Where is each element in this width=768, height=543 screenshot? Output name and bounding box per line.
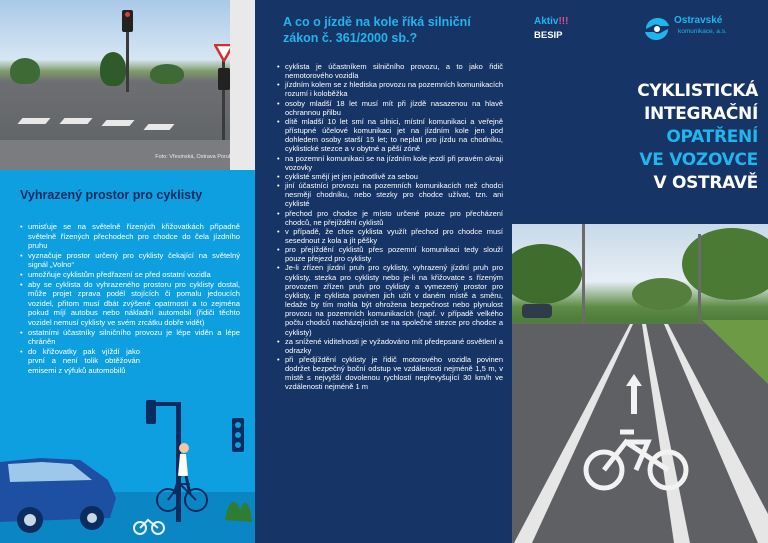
- list-item: • v případě, že chce cyklista využít přechod pro chodce musí sesednout z kola a jít pěšky: [277, 227, 503, 245]
- list-item: • při předjíždění cyklisty je řidič motorového vozidla povinen dodržet bezpečný boční odstup ve vzdálenosti nejméně 1,5 m, v místě s nejvyšší dovolenou rychlostí nepřevyšující 30 km/h ve vzdálenosti nejméně 1 m: [277, 355, 503, 392]
- crosswalk-stripe: [59, 118, 92, 124]
- bike-box-illustration: [0, 400, 255, 543]
- list-item: • jízdním kolem se z hlediska provozu na pozemních komunikacích rozumí i koloběžka: [277, 80, 503, 98]
- aktiv-text: Aktiv: [534, 16, 559, 27]
- crosswalk-stripe: [143, 124, 174, 130]
- list-item: • ostatními účastníky silničního provozu je lépe viděn a lépe chráněn: [20, 328, 240, 347]
- cover-line: CYKLISTICKÁ: [637, 81, 758, 101]
- list-item: • aby se cyklista do vyhrazeného prostoru pro cyklisty dostal, může projet zprava podél stojících či pomalu jedoucích vozidel, přitom musí dbát zvýšené opatrnosti a to zejména pokud míjí autobus nebo nákladní automobil (řidiči těchto vozidel nemusí cyklisty ve svém zrcátku dobře vidět): [20, 280, 240, 328]
- list-item: • jiní účastníci provozu na pozemních komunikacích než chodci nesmějí chodníku, nebo stezky pro chodce užívat, tzn. ani cyklisté: [277, 181, 503, 208]
- company-name: Ostravské: [674, 15, 723, 26]
- list-item: • pro přejíždění cyklistů přes pozemní komunikaci tedy slouží pouze přejezd pro cyklisty: [277, 245, 503, 263]
- cover-line: INTEGRAČNÍ: [644, 104, 758, 124]
- crosswalk-stripe: [17, 118, 50, 124]
- aktiv-bang: !!!: [558, 16, 569, 27]
- bike-lane-scene: [512, 224, 768, 543]
- list-item: • do křižovatky pak vjíždí jako první a není tolik obtěžován emisemi z výfuků automobilů: [20, 347, 140, 376]
- crosswalk-stripe: [101, 120, 134, 126]
- section-title: Vyhrazený prostor pro cyklisty: [20, 188, 203, 202]
- list-item: • umisťuje se na světelně řízených křižovatkách případně světelně řízených přechodech pro chodce do čela jízdního pruhu: [20, 222, 240, 251]
- traffic-law-list: [277, 62, 503, 392]
- list-item: • na pozemní komunikaci se na jízdním kole jezdí při pravém okraji vozovky: [277, 154, 503, 172]
- aktiv-logo: [534, 16, 568, 27]
- intersection-photo: [0, 0, 255, 170]
- list-item: • cyklisté smějí jet jen jednotlivě za sebou: [277, 172, 503, 181]
- list-item: • Je-li zřízen jízdní pruh pro cyklisty, vyhrazený jízdní pruh pro cyklisty, stezka pro cyklisty nebo je-li na křižovatce s řízeným provozem zřízen pruh pro cyklisty a vymezený prostor pro cyklisty, je cyklista povinen jich užít v daném místě a směru, ledaže by tím mohla být ohrožena bezpečnost nebo plynulost provozu na pozemních komunikacích (např. v případě velkého počtu chodců nacházejících se na společné stezce pro chodce a cyklisty): [277, 263, 503, 336]
- tree-shape: [10, 58, 40, 84]
- traffic-light-icon: [122, 10, 133, 32]
- tree-shape: [150, 64, 184, 84]
- cover-title: [637, 80, 758, 195]
- list-item: • umožňuje cyklistům předřazení se před ostatní vozidla: [20, 270, 240, 280]
- right-panel: [512, 0, 768, 543]
- list-item: • přechod pro chodce je místo určené pouze pro přecházení chodců, ne přejíždění cyklistů: [277, 209, 503, 227]
- list-item: • za snížené viditelnosti je vyžadováno mít předepsané osvětlení a odrazky: [277, 337, 503, 355]
- cover-line: VE VOZOVCE: [639, 150, 758, 170]
- section-title: A co o jízdě na kole říká silniční zákon č. 361/2000 sb.?: [283, 15, 471, 45]
- list-item: • osoby mladší 18 let musí mít při jízdě nasazenou na hlavě ochrannou přilbu: [277, 99, 503, 117]
- list-item: • cyklista je účastníkem silničního provozu, a to jako řidič nemotorového vozidla: [277, 62, 503, 80]
- cover-line: OPATŘENÍ: [666, 127, 758, 147]
- ostravske-komunikace-logo-icon: [644, 16, 670, 42]
- photo-credit: Foto: Vřesinská, Ostrava Poruba: [155, 154, 235, 160]
- besip-logo: BESIP: [534, 30, 563, 41]
- left-panel: [0, 0, 255, 543]
- list-item: • vyznačuje prostor určený pro cyklisty čekající na světelný signál „Volno“: [20, 251, 240, 270]
- building-wall: [230, 0, 255, 170]
- company-subtitle: komunikace, a.s.: [678, 28, 727, 35]
- bike-lane-photo: [512, 224, 768, 543]
- middle-panel: [255, 0, 512, 543]
- cover-line: V OSTRAVĚ: [653, 173, 758, 193]
- list-item: • dítě mladší 10 let smí na silnici, místní komunikaci a veřejně přístupné účelové komunikaci jet na jízdním kole jen pod dohledem osoby starší 15 let; to neplatí pro jízdu na chodníku, cyklistické stezce a v obytné a pěší zóně: [277, 117, 503, 154]
- traffic-light-icon: [218, 68, 230, 90]
- tree-shape: [100, 52, 126, 86]
- bike-box-list: [20, 222, 240, 376]
